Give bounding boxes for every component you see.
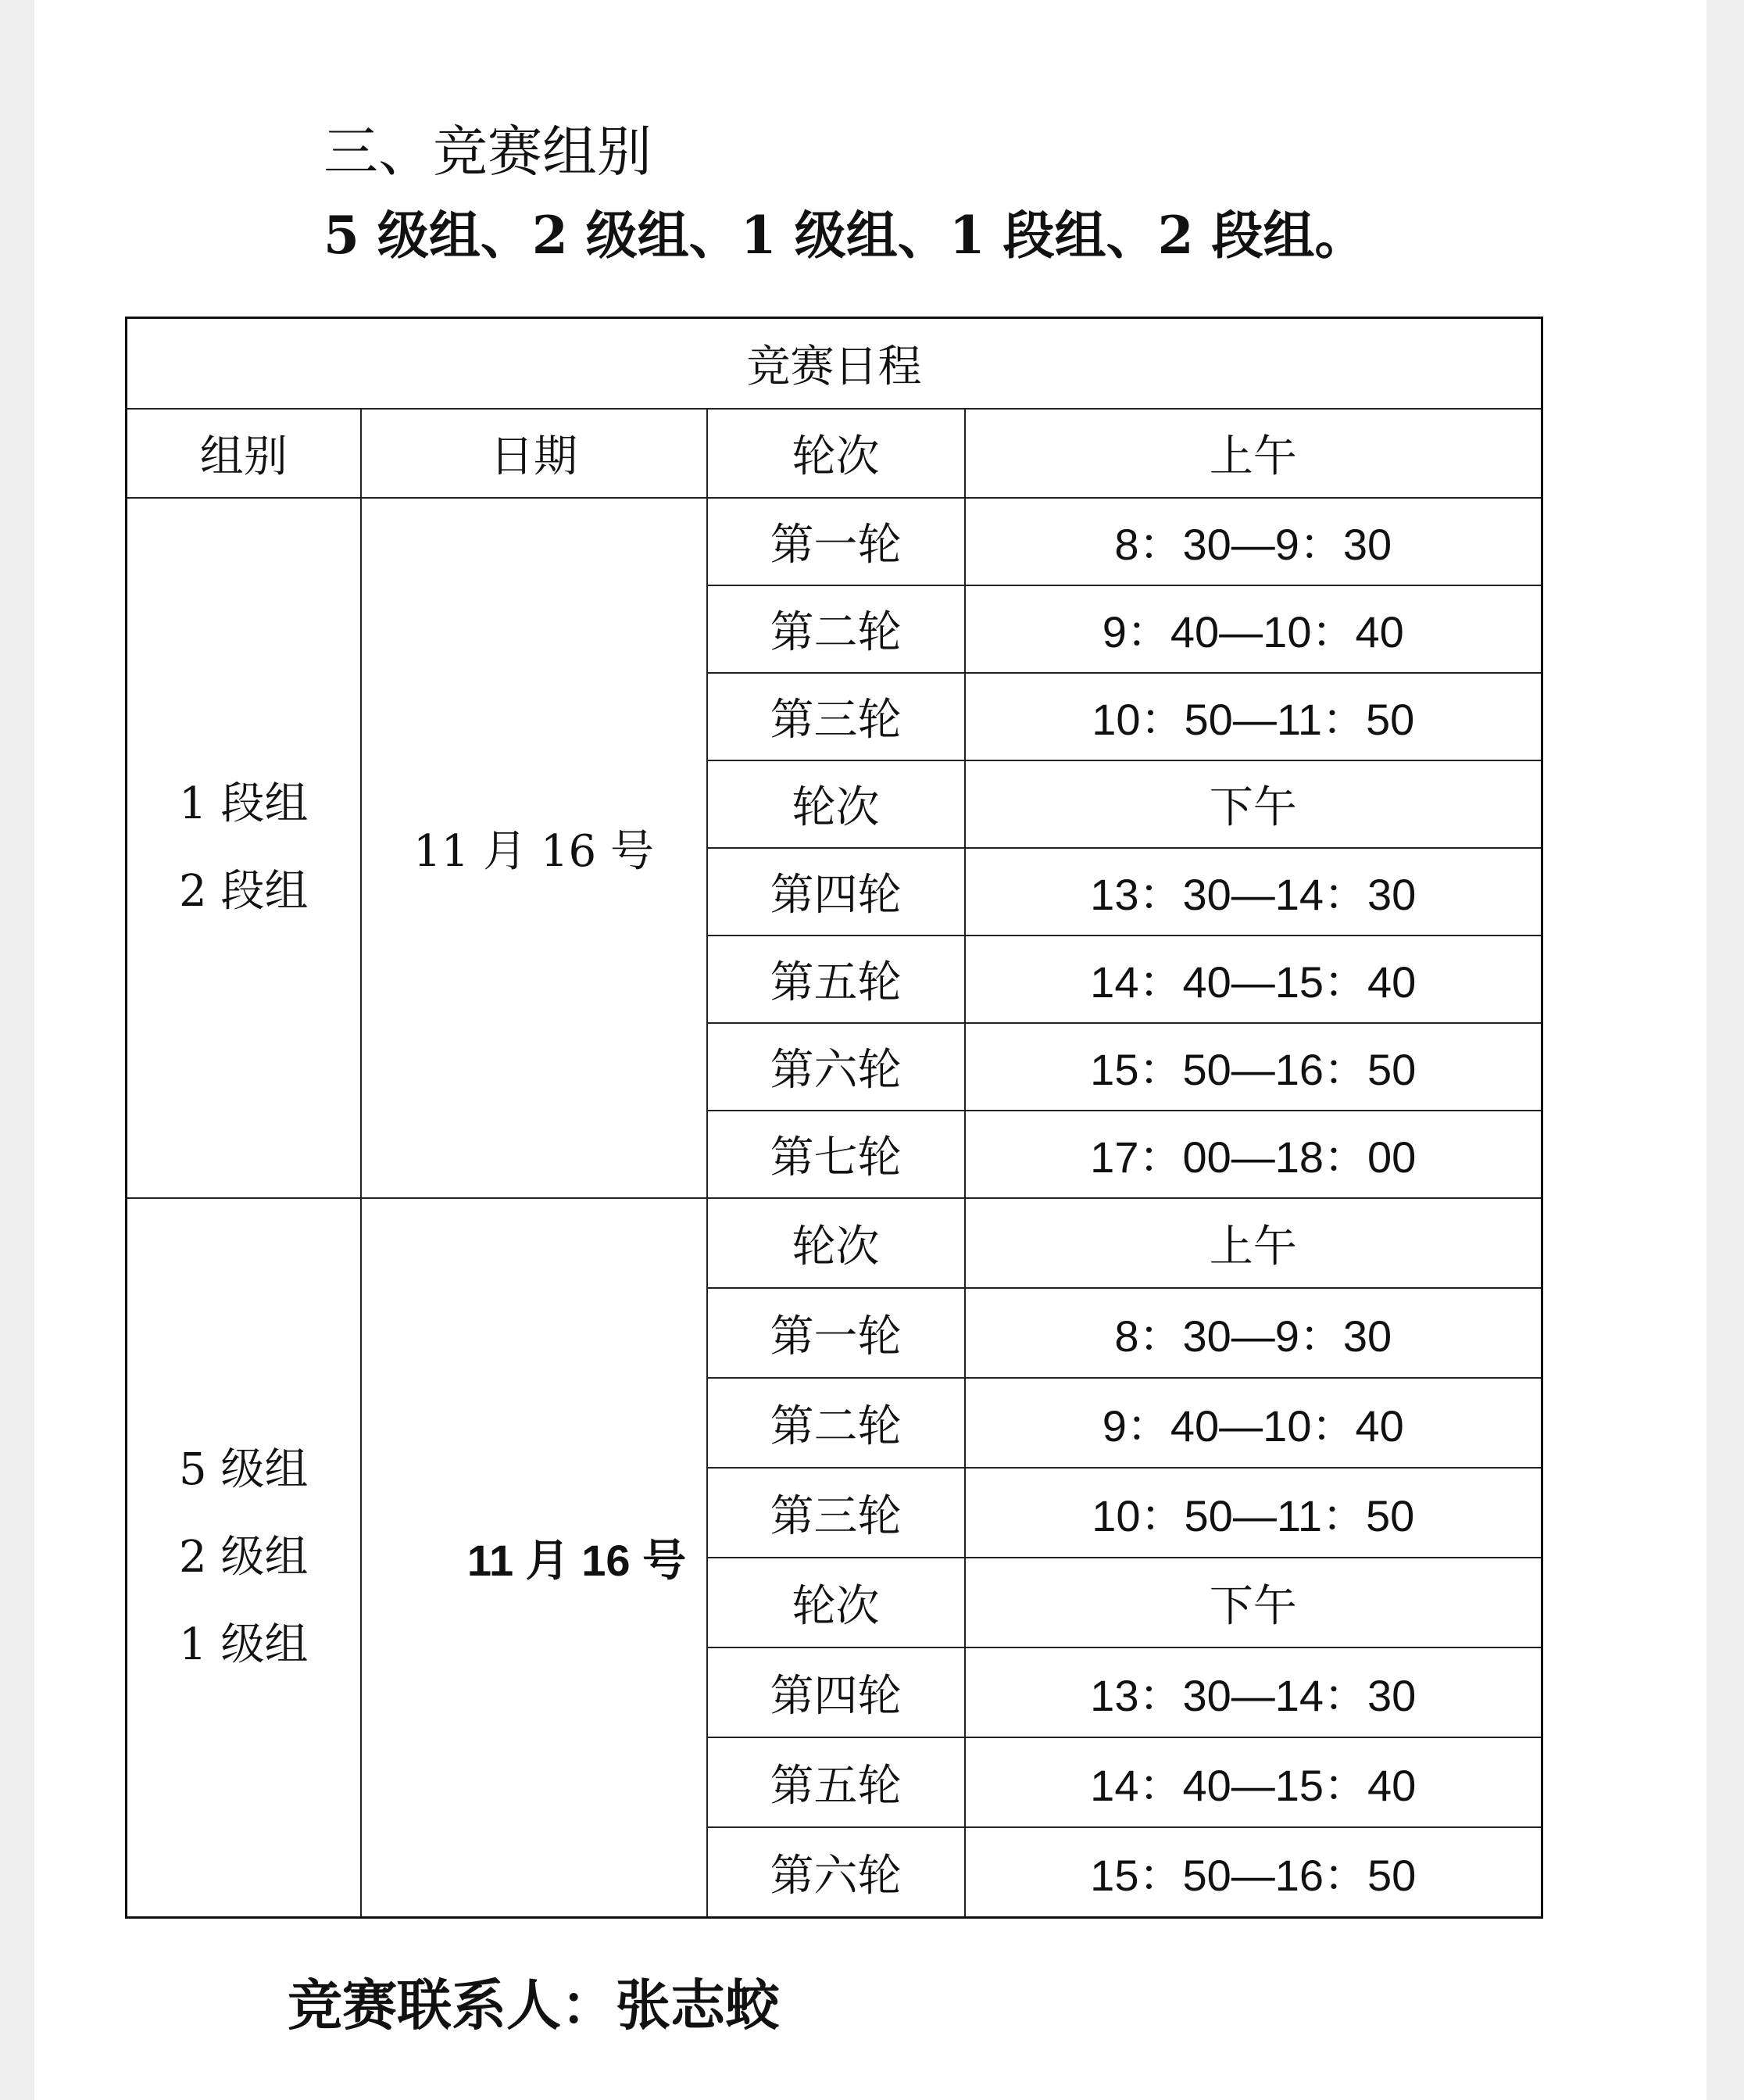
round-header-cell: 轮次 bbox=[707, 1198, 965, 1288]
section1-date: 11 月 16 号 bbox=[361, 498, 707, 1198]
round-cell: 第五轮 bbox=[707, 1737, 965, 1827]
group-label: 2 级组 bbox=[179, 1532, 309, 1583]
header-session: 上午 bbox=[965, 409, 1542, 498]
group-label: 5 级组 bbox=[179, 1444, 309, 1495]
time-cell: 10：50—11：50 bbox=[965, 673, 1542, 760]
round-cell: 第二轮 bbox=[707, 585, 965, 673]
round-cell: 第七轮 bbox=[707, 1111, 965, 1198]
round-header-cell: 轮次 bbox=[707, 1558, 965, 1647]
table-title: 竞赛日程 bbox=[127, 318, 1542, 410]
round-cell: 第一轮 bbox=[707, 1288, 965, 1378]
time-cell: 14：40—15：40 bbox=[965, 936, 1542, 1023]
time-cell: 9：40—10：40 bbox=[965, 1378, 1542, 1468]
time-cell: 9：40—10：40 bbox=[965, 585, 1542, 673]
time-cell: 15：50—16：50 bbox=[965, 1827, 1542, 1918]
time-cell: 14：40—15：40 bbox=[965, 1737, 1542, 1827]
session-header-cell: 上午 bbox=[965, 1198, 1542, 1288]
session-header-cell: 下午 bbox=[965, 760, 1542, 848]
round-cell: 第一轮 bbox=[707, 498, 965, 585]
round-cell: 第三轮 bbox=[707, 673, 965, 760]
round-cell: 第六轮 bbox=[707, 1023, 965, 1111]
group-label: 1 级组 bbox=[179, 1619, 309, 1670]
section-heading: 三、竞赛组别 bbox=[323, 120, 652, 184]
time-cell: 13：30—14：30 bbox=[965, 848, 1542, 936]
round-cell: 第二轮 bbox=[707, 1378, 965, 1468]
time-cell: 8：30—9：30 bbox=[965, 1288, 1542, 1378]
group-label: 2 段组 bbox=[179, 866, 309, 917]
time-cell: 17：00—18：00 bbox=[965, 1111, 1542, 1198]
section2-date: 11 月 16 号 bbox=[361, 1198, 707, 1918]
schedule-table bbox=[125, 317, 1543, 1919]
time-cell: 8：30—9：30 bbox=[965, 498, 1542, 585]
section2-groups bbox=[127, 1198, 361, 1918]
round-cell: 第五轮 bbox=[707, 936, 965, 1023]
header-group: 组别 bbox=[127, 409, 361, 498]
round-cell: 第四轮 bbox=[707, 848, 965, 936]
session-header-cell: 下午 bbox=[965, 1558, 1542, 1647]
time-cell: 15：50—16：50 bbox=[965, 1023, 1542, 1111]
round-cell: 第六轮 bbox=[707, 1827, 965, 1918]
time-cell: 13：30—14：30 bbox=[965, 1647, 1542, 1737]
groups-list: 5 级组、2 级组、1 级组、1 段组、2 段组。 bbox=[323, 205, 1367, 266]
contact-line: 竞赛联系人：张志蛟 bbox=[288, 1973, 780, 2037]
time-cell: 10：50—11：50 bbox=[965, 1468, 1542, 1558]
group-label: 1 段组 bbox=[179, 778, 309, 829]
header-date: 日期 bbox=[361, 409, 707, 498]
round-header-cell: 轮次 bbox=[707, 760, 965, 848]
round-cell: 第四轮 bbox=[707, 1647, 965, 1737]
round-cell: 第三轮 bbox=[707, 1468, 965, 1558]
section1-groups bbox=[127, 498, 361, 1198]
header-round: 轮次 bbox=[707, 409, 965, 498]
